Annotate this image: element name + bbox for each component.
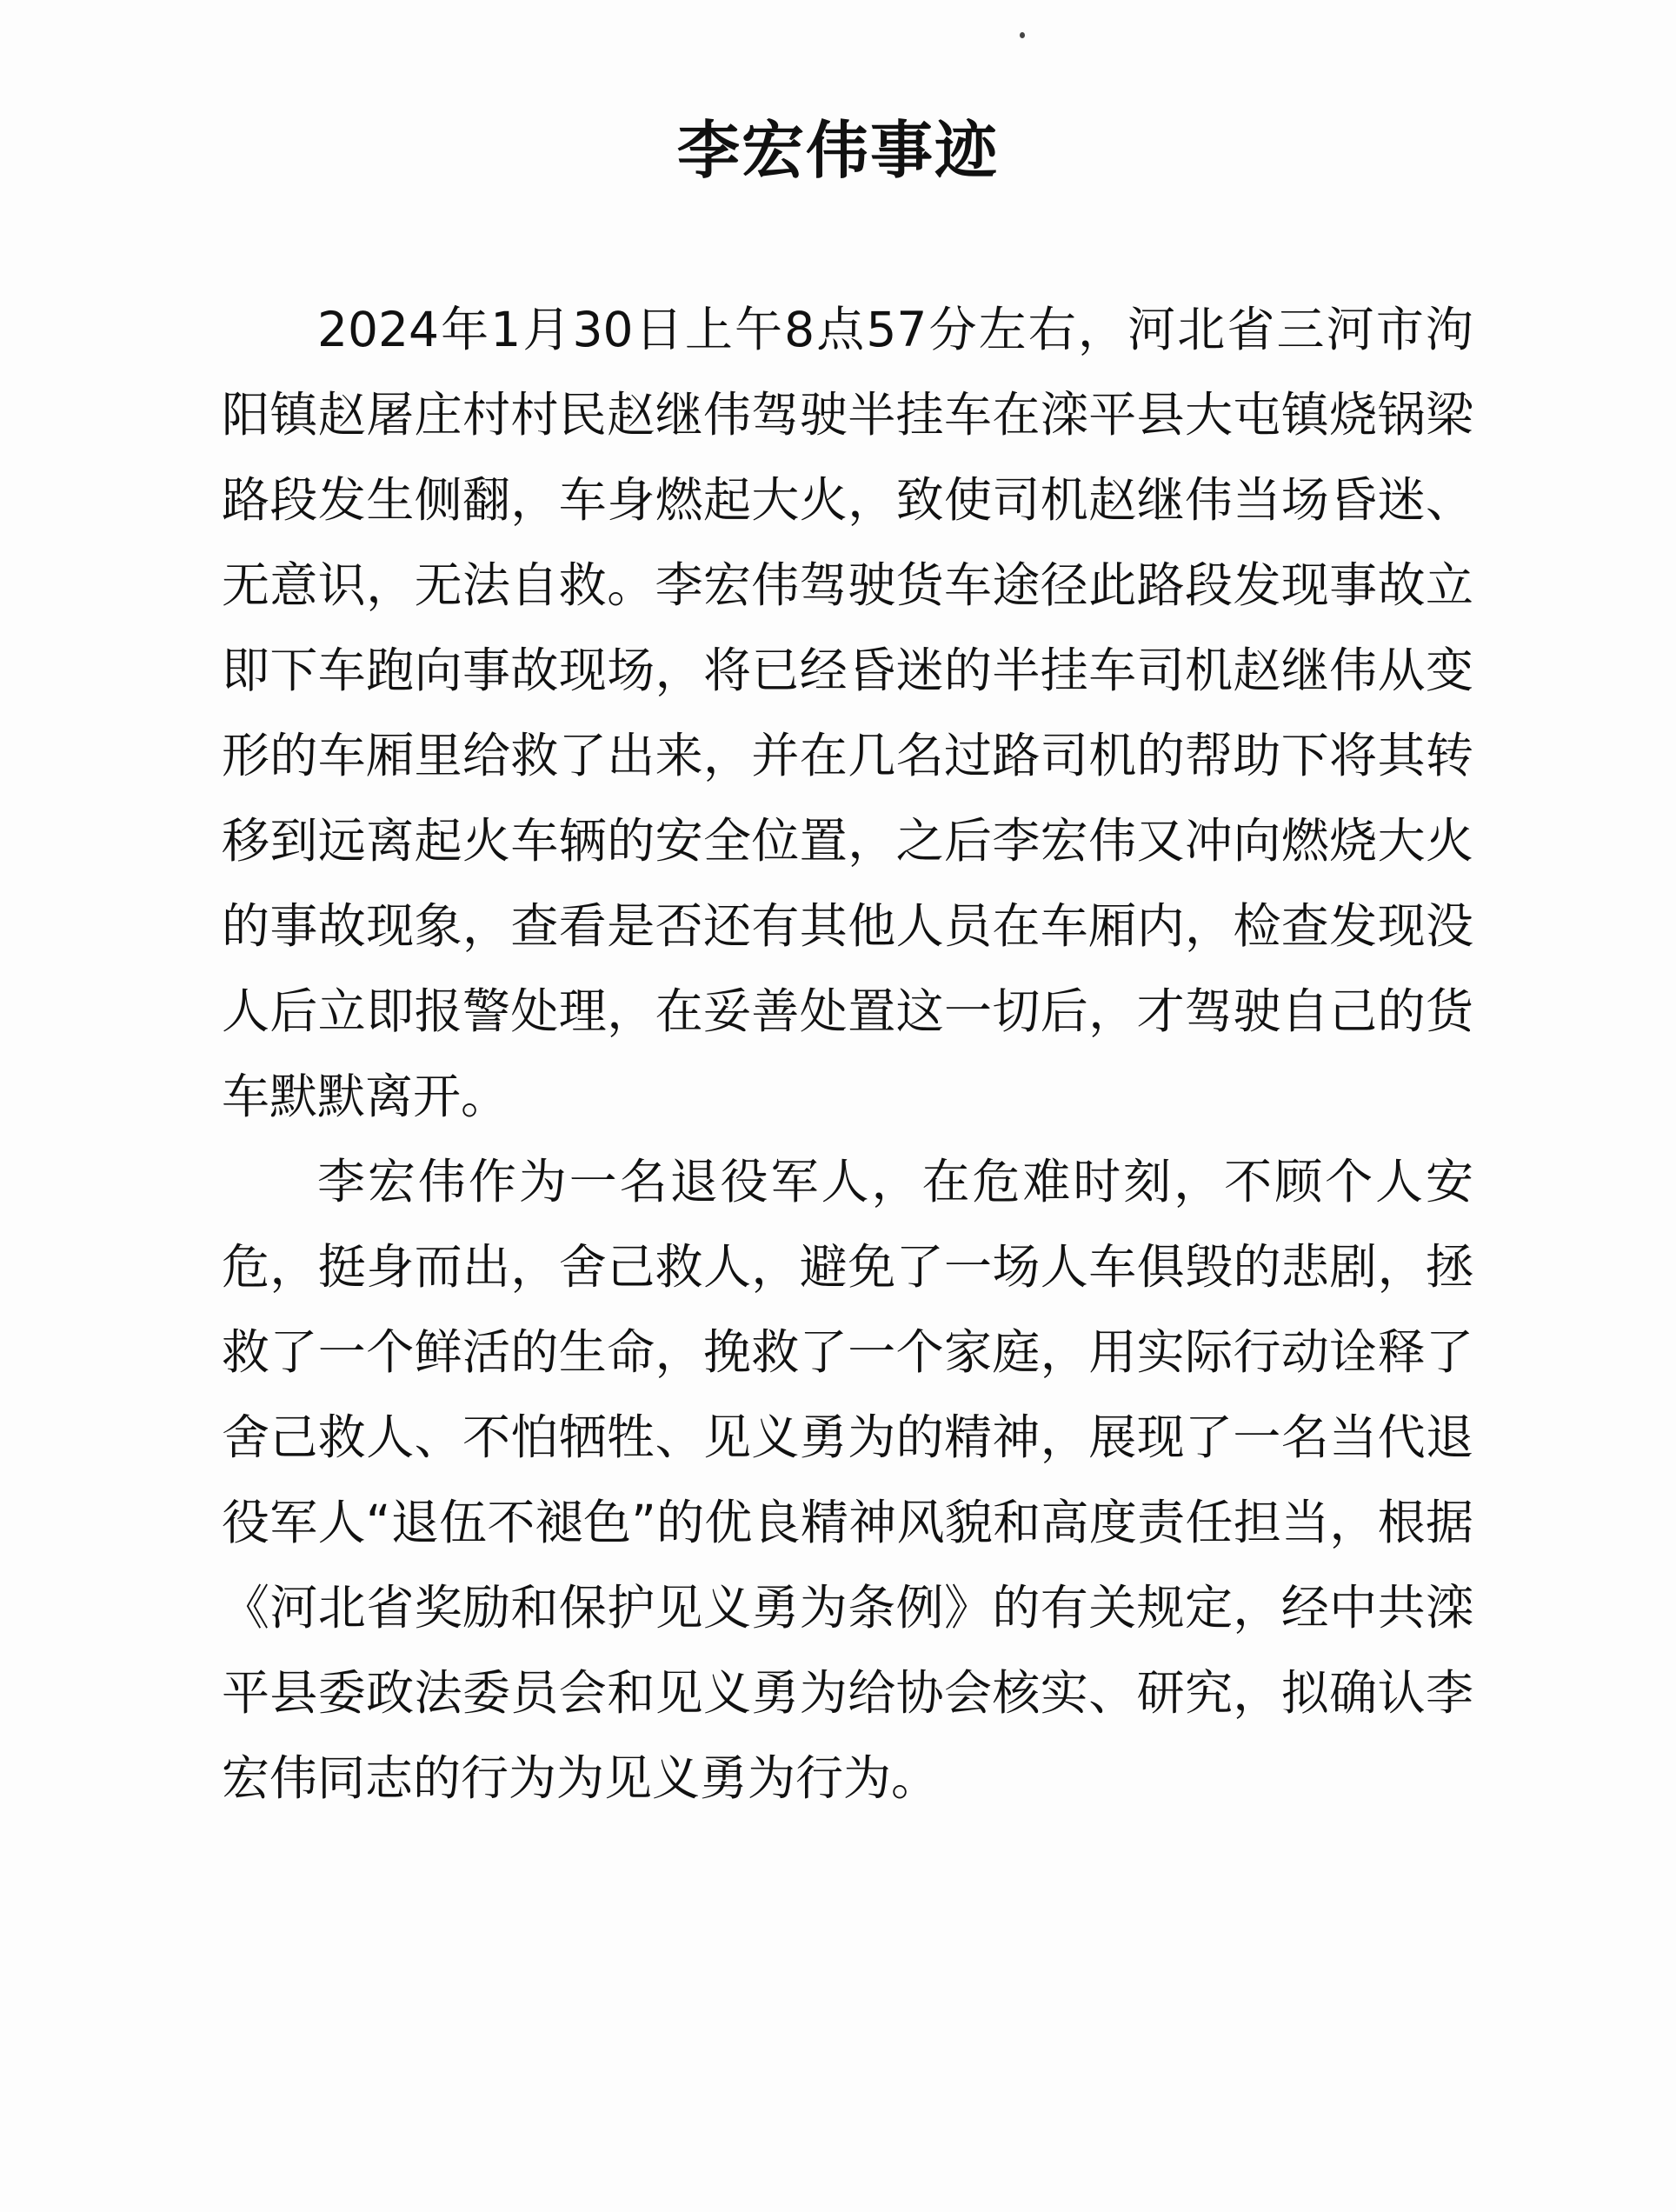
- paragraph-1: 2024年1月30日上午8点57分左右，河北省三河市泃阳镇赵屠庄村村民赵继伟驾驶半挂车在滦平县大屯镇烧锅梁路段发生侧翻，车身燃起大火，致使司机赵继伟当场昏迷、无意识，无法自救。李宏伟驾驶货车途径此路段发现事故立即下车跑向事故现场，将已经昏迷的半挂车司机赵继伟从变形的车厢里给救了出来，并在几名过路司机的帮助下将其转移到远离起火车辆的安全位置，之后李宏伟又冲向燃烧大火的事故现象，查看是否还有其他人员在车厢内，检查发现没人后立即报警处理，在妥善处置这一切后，才驾驶自己的货车默默离开。: [222, 302, 1473, 1124]
- paragraph-2: 李宏伟作为一名退役军人，在危难时刻，不顾个人安危，挺身而出，舍己救人，避免了一场人车俱毁的悲剧，拯救了一个鲜活的生命，挽救了一个家庭，用实际行动诠释了舍己救人、不怕牺牲、见义勇为的精神，展现了一名当代退役军人“退伍不褪色”的优良精神风貌和高度责任担当，根据《河北省奖励和保护见义勇为条例》的有关规定，经中共滦平县委政法委员会和见义勇为给协会核实、研究，拟确认李宏伟同志的行为为见义勇为行为。: [222, 1154, 1473, 1806]
- document-title: 李宏伟事迹: [676, 113, 999, 187]
- scan-speck: [1020, 32, 1025, 38]
- document-body: [222, 287, 1473, 1821]
